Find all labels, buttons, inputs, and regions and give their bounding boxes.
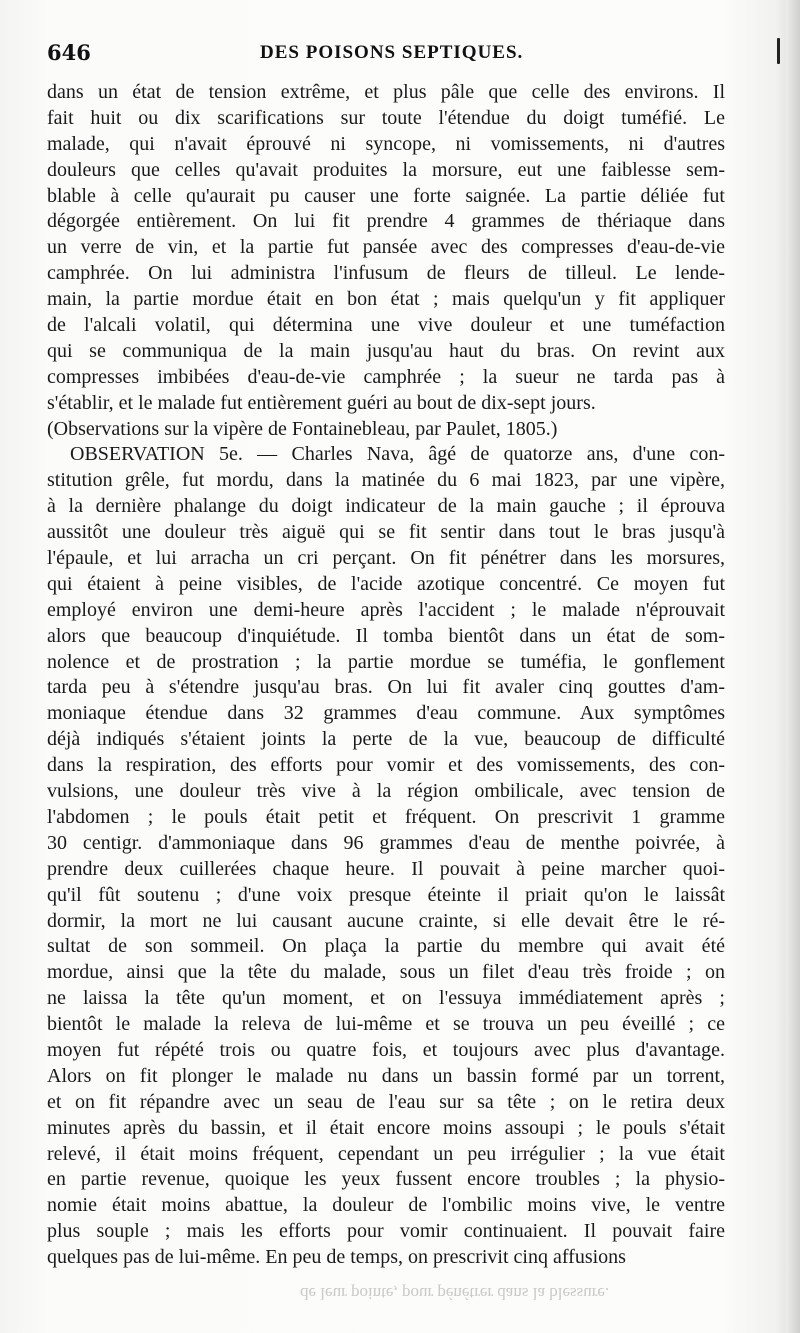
- text-line: 30 centigr. d'ammoniaque dans 96 grammes d'eau de menthe poivrée, à: [47, 831, 725, 854]
- text-line: minutes après du bassin, et il était encore moins assoupi ; le pouls s'était: [47, 1116, 725, 1139]
- text-line: Alors on fit plonger le malade nu dans un bassin formé par un torrent,: [47, 1064, 725, 1087]
- text-line: blable à celle qu'aurait pu causer une forte saignée. La partie déliée fut: [47, 184, 725, 207]
- text-line: fait huit ou dix scarifications sur toute l'étendue du doigt tuméfié. Le: [47, 106, 725, 129]
- text-line: nolence et de prostration ; la partie mordue se tuméfia, le gonflement: [47, 650, 725, 673]
- bleed-through-text: de leur pointe, pour pénétrer dans la blessure.: [300, 1284, 610, 1303]
- text-line: dormir, la mort ne lui causant aucune crainte, si elle devait être le ré-: [47, 909, 725, 932]
- text-line: alors que beaucoup d'inquiétude. Il tomba bientôt dans un état de som-: [47, 624, 725, 647]
- text-line: aussitôt une douleur très aiguë qui se fit sentir dans tout le bras jusqu'à: [47, 521, 725, 544]
- running-head: DES POISONS SEPTIQUES.: [260, 42, 524, 63]
- text-line: employé environ une demi-heure après l'accident ; le malade n'éprouvait: [47, 598, 725, 621]
- text-line: malade, qui n'avait éprouvé ni syncope, ni vomissements, ni d'autres: [47, 132, 725, 155]
- text-line: prendre deux cuillerées chaque heure. Il pouvait à peine marcher quoi-: [47, 857, 725, 880]
- text-line: dans la respiration, des efforts pour vomir et des vomissements, des con-: [47, 754, 725, 777]
- text-line: douleurs que celles qu'avait produites la morsure, eut une faiblesse sem-: [47, 158, 725, 181]
- page-header: [47, 40, 747, 72]
- page-edge-shadow: [786, 0, 800, 1333]
- text-line: en partie revenue, quoique les yeux fussent encore troubles ; la physio-: [47, 1168, 725, 1191]
- body-text: [47, 80, 725, 1271]
- text-line: stitution grêle, fut mordu, dans la matinée du 6 mai 1823, par une vipère,: [47, 469, 725, 492]
- text-line: bientôt le malade la releva de lui-même et se trouva un peu éveillé ; ce: [47, 1013, 725, 1036]
- text-line: qui étaient à peine visibles, de l'acide azotique concentré. Ce moyen fut: [47, 572, 725, 595]
- text-line: nomie était moins abattue, la douleur de l'ombilic moins vive, le ventre: [47, 1194, 725, 1217]
- text-line: moyen fut répété trois ou quatre fois, et toujours avec plus d'avantage.: [47, 1038, 725, 1061]
- text-line: tarda peu à s'étendre jusqu'au bras. On lui fit avaler cinq gouttes d'am-: [47, 676, 725, 699]
- text-line: ne laissa la tête qu'un moment, et on l'essuya immédiatement après ;: [47, 987, 725, 1010]
- text-line: plus souple ; mais les efforts pour vomir continuaient. Il pouvait faire: [47, 1220, 725, 1243]
- text-line: main, la partie mordue était en bon état ; mais quelqu'un y fit appliquer: [47, 288, 725, 311]
- text-line: à la dernière phalange du doigt indicateur de la main gauche ; il éprouva: [47, 495, 725, 518]
- text-line: déjà indiqués s'étaient joints la perte de la vue, beaucoup de difficulté: [47, 728, 725, 751]
- text-line: camphrée. On lui administra l'infusum de fleurs de tilleul. Le lende-: [47, 262, 725, 285]
- text-line: relevé, il était moins fréquent, cependant un peu irrégulier ; la vue était: [47, 1142, 725, 1165]
- text-line: l'épaule, et lui arracha un cri perçant. On fit pénétrer dans les morsures,: [47, 547, 725, 570]
- text-line: et on fit répandre avec un seau de l'eau sur sa tête ; on le retira deux: [47, 1090, 725, 1113]
- text-line: mordue, ainsi que la tête du malade, sous un filet d'eau très froide ; on: [47, 961, 725, 984]
- text-line: qui se communiqua de la main jusqu'au haut du bras. On revint aux: [47, 339, 725, 362]
- text-line: dans un état de tension extrême, et plus pâle que celle des environs. Il: [47, 81, 725, 103]
- text-line: dégorgée entièrement. On lui fit prendre 4 grammes de thériaque dans: [47, 210, 725, 233]
- text-line: vulsions, une douleur très vive à la région ombilicale, avec tension de: [47, 780, 725, 803]
- text-line: l'abdomen ; le pouls était petit et fréquent. On prescrivit 1 gramme: [47, 805, 725, 828]
- page-number: 646: [47, 40, 91, 65]
- text-line: sultat de son sommeil. On plaça la partie du membre qui avait été: [47, 935, 725, 958]
- text-line: quelques pas de lui-même. En peu de temps, on prescrivit cinq affusions: [47, 1246, 626, 1269]
- text-line: s'établir, et le malade fut entièrement guéri au bout de dix-sept jours.: [47, 391, 596, 414]
- text-line: OBSERVATION 5e. — Charles Nava, âgé de quatorze ans, d'une con-: [70, 443, 725, 466]
- text-line: de l'alcali volatil, qui détermina une vive douleur et une tuméfaction: [47, 314, 725, 337]
- text-line: moniaque étendue dans 32 grammes d'eau commune. Aux symptômes: [47, 702, 725, 725]
- text-line: un verre de vin, et la partie fut pansée avec des compresses d'eau-de-vie: [47, 236, 725, 259]
- text-line: (Observations sur la vipère de Fontainebleau, par Paulet, 1805.): [47, 417, 558, 440]
- edge-mark: [777, 38, 780, 64]
- text-line: compresses imbibées d'eau-de-vie camphrée ; la sueur ne tarda pas à: [47, 365, 725, 388]
- text-line: qu'il fût soutenu ; d'une voix presque éteinte il priait qu'on le laissât: [47, 883, 725, 906]
